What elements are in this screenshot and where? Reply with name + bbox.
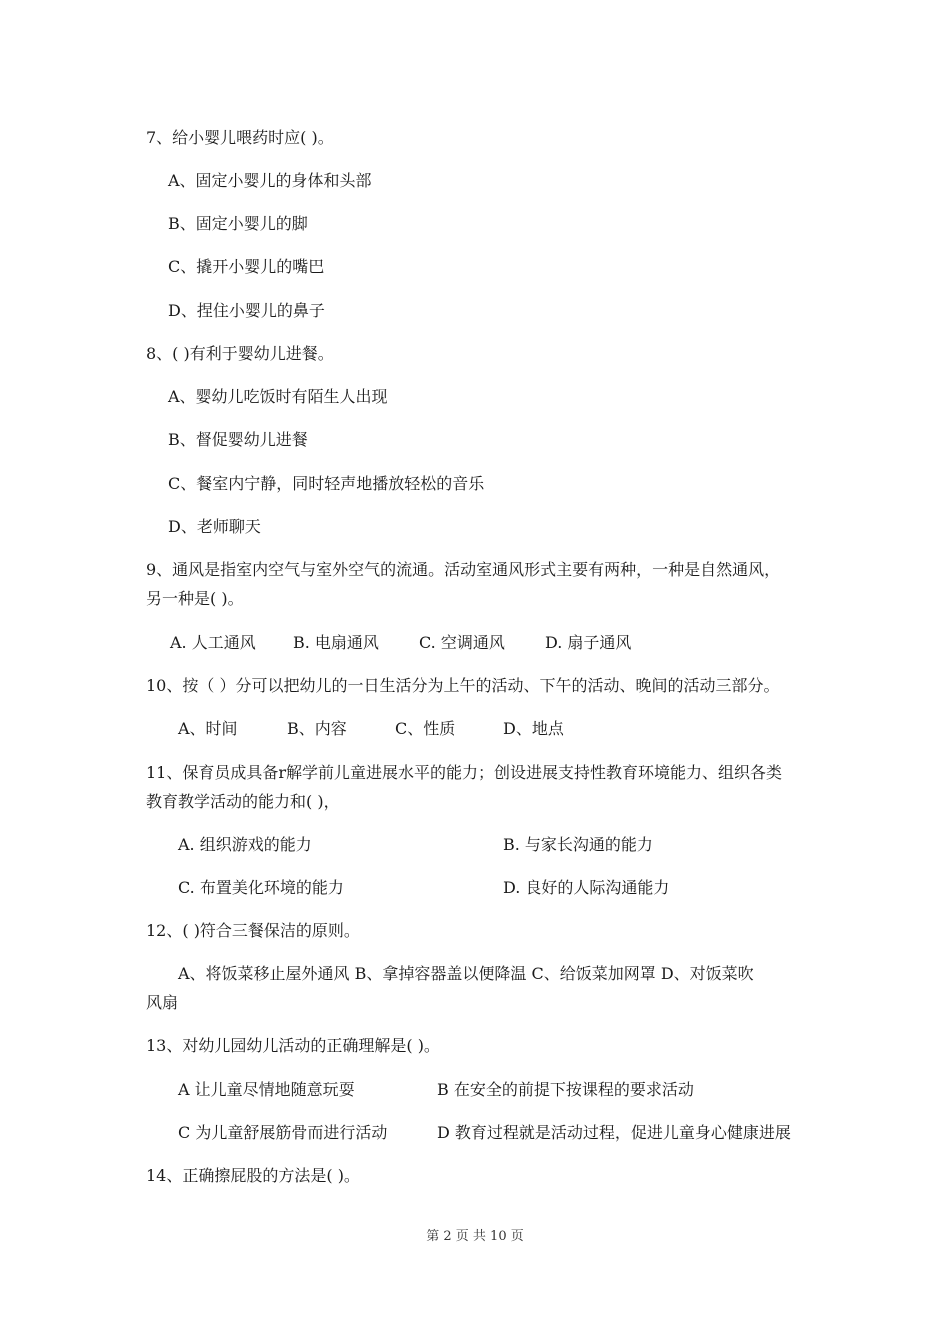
question-10-option-a: A、时间 <box>178 719 238 738</box>
question-9-options <box>0 633 950 653</box>
question-8-stem: 8、( )有利于婴幼儿进餐。 <box>146 344 334 363</box>
question-13-option-a: A 让儿童尽情地随意玩耍 <box>178 1080 355 1099</box>
question-14-stem: 14、正确擦屁股的方法是( )。 <box>146 1166 360 1185</box>
question-13-stem: 13、对幼儿园幼儿活动的正确理解是( )。 <box>146 1036 440 1055</box>
question-12-stem: 12、( )符合三餐保洁的原则。 <box>146 921 360 940</box>
question-11-stem-line-2: 教育教学活动的能力和( )， <box>146 792 340 811</box>
question-10-option-b: B、内容 <box>287 719 347 738</box>
question-13-option-c: C 为儿童舒展筋骨而进行活动 <box>178 1123 388 1142</box>
question-7-option-a: A、固定小婴儿的身体和头部 <box>168 171 372 190</box>
question-13-option-b: B 在安全的前提下按课程的要求活动 <box>437 1080 694 1099</box>
question-9-option-a: A. 人工通风 <box>170 633 256 652</box>
question-9-option-c: C. 空调通风 <box>419 633 505 652</box>
question-8-option-c: C、餐室内宁静，同时轻声地播放轻松的音乐 <box>168 474 485 493</box>
question-9-option-d: D. 扇子通风 <box>545 633 632 652</box>
question-8-option-b: B、督促婴幼儿进餐 <box>168 430 308 449</box>
question-13-option-d: D 教育过程就是活动过程，促进儿童身心健康进展 <box>437 1123 791 1142</box>
page-number-footer: 第 2 页 共 10 页 <box>426 1229 524 1244</box>
question-12-options-line-1: A、将饭菜移止屋外通风 B、拿掉容器盖以便降温 C、给饭菜加网罩 D、对饭菜吹 <box>178 964 754 983</box>
question-11-option-a: A. 组织游戏的能力 <box>178 835 312 854</box>
question-10-option-d: D、地点 <box>503 719 564 738</box>
question-12-options-line-2: 风扇 <box>146 993 179 1012</box>
question-7-option-b: B、固定小婴儿的脚 <box>168 214 308 233</box>
question-8-option-d: D、老师聊天 <box>168 517 261 536</box>
question-10-stem: 10、按（ ）分可以把幼儿的一日生活分为上午的活动、下午的活动、晚间的活动三部分。 <box>146 676 780 695</box>
question-7-stem: 7、给小婴儿喂药时应( )。 <box>146 128 334 147</box>
question-9-stem-line-1: 9、通风是指室内空气与室外空气的流通。活动室通风形式主要有两种，一种是自然通风， <box>146 560 781 579</box>
question-8-option-a: A、婴幼儿吃饭时有陌生人出现 <box>168 387 388 406</box>
question-10-option-c: C、性质 <box>395 719 456 738</box>
question-7-option-c: C、撬开小婴儿的嘴巴 <box>168 257 325 276</box>
question-9-option-b: B. 电扇通风 <box>293 633 379 652</box>
question-7-option-d: D、捏住小婴儿的鼻子 <box>168 301 325 320</box>
question-9-stem-line-2: 另一种是( )。 <box>146 589 244 608</box>
question-10-options <box>0 719 950 739</box>
question-11-option-d: D. 良好的人际沟通能力 <box>503 878 670 897</box>
question-11-option-c: C. 布置美化环境的能力 <box>178 878 344 897</box>
question-11-option-b: B. 与家长沟通的能力 <box>503 835 653 854</box>
question-11-stem-line-1: 11、保育员成具备r解学前儿童进展水平的能力；创设进展支持性教育环境能力、组织各类 <box>146 763 783 782</box>
